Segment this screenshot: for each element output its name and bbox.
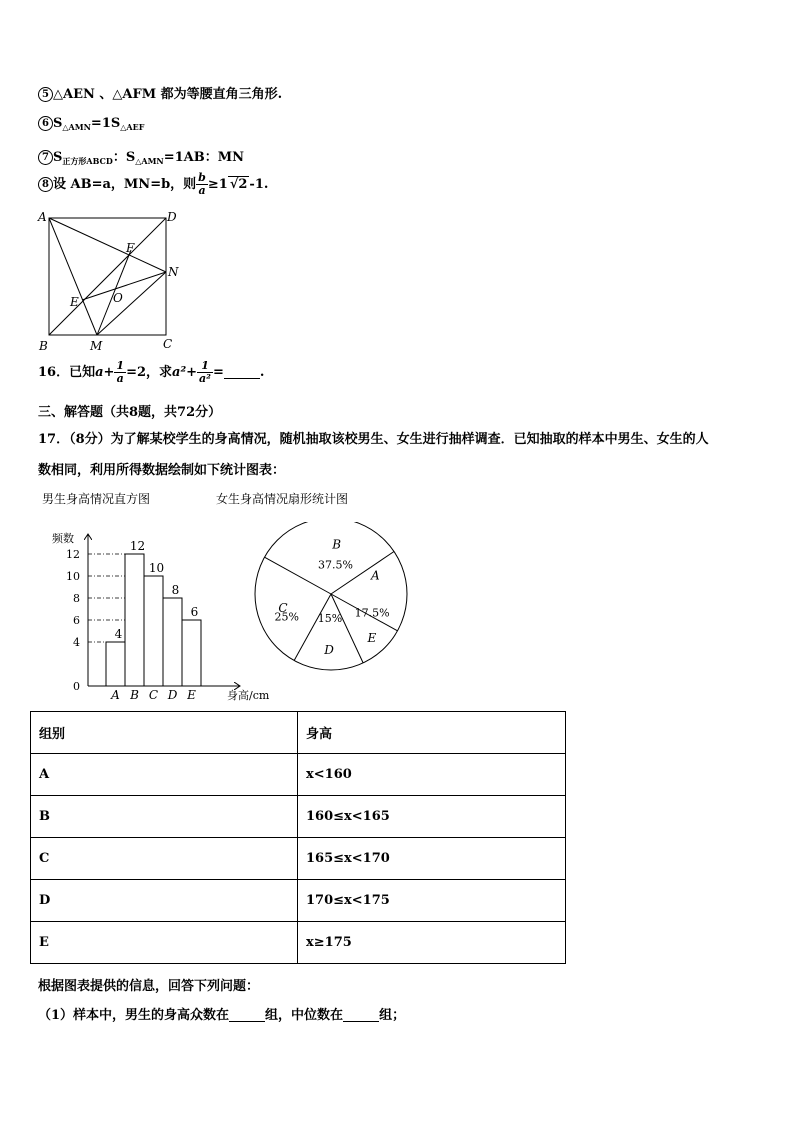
segment-an [49,218,166,272]
answer-blank-16 [224,366,260,379]
label-e: E [70,295,79,309]
slice-value-label: 25% [274,610,300,624]
square-geometry-figure [30,208,190,356]
y-tick-label: 12 [66,548,80,561]
prompt-text: 根据图表提供的信息，回答下列问题： [38,979,260,994]
question-16: 16．已知a+ $\frac{1}{a}$ =2，求a²+ $\frac{1}{\text{a²}}$ = . [38,359,265,385]
height-group-table [30,711,566,964]
slice-value-label: 37.5% [318,558,354,572]
table-cell: 165≤x<170 [298,838,566,880]
histogram-title: 男生身高情况直方图 [42,492,151,506]
y-tick-label: 4 [73,636,80,649]
y-axis-label: 频数 [52,532,74,545]
female-height-pie-chart [248,522,418,686]
question-17-line-1: 17．（8分）为了解某校学生的身高情况，随机抽取该校男生、女生进行抽样调查．已知抽取的样本中男生、女生的人 [38,432,709,447]
segment-en [82,272,166,300]
slice-label-A: A [371,568,380,583]
bar-value-label: 4 [114,627,123,641]
bar-value-label: 6 [190,605,199,619]
bar-B [125,554,144,686]
question-17-part-1: （1）样本中，男生的身高众数在 组，中位数在 组； [38,1008,406,1023]
statement-5-text: △AEN 、△AFM 都为等腰直角三角形. [53,87,283,102]
bar-E [182,620,201,686]
x-tick-label: D [167,688,178,702]
statement-7: 7 $S_{正方形ABCD}$：$S_{\triangle AMN}=1AB$：MN [38,146,244,167]
item-number-7: 7 [38,150,53,165]
table-cell: x<160 [298,754,566,796]
bar-value-label: 12 [129,539,146,553]
x-tick-label: C [148,688,159,702]
label-f: F [126,241,135,255]
statement-6: 6 $S_{\triangle AMN}=1S_{\triangle AEF}$ [38,116,144,132]
table-cell: D [31,880,298,922]
table-cell: B [31,796,298,838]
slice-label-E: E [367,630,377,645]
label-b: B [39,339,48,353]
table-row [31,922,566,964]
label-c: C [163,337,173,351]
label-a: A [38,210,47,224]
section-heading: 三、解答题（共8题，共72分） [38,405,222,420]
label-d: D [167,210,177,224]
bar-D [163,598,182,686]
item-number-5: 5 [38,87,53,102]
question-17-line-2: 数相同，利用所得数据绘制如下统计图表： [38,463,286,478]
statement-5 [38,83,282,102]
x-axis-label: 身高/cm [227,689,270,702]
x-tick-label: A [111,688,120,702]
answer-blank-mode [229,1009,265,1022]
table-row [31,796,566,838]
table-header: 身高 [298,712,566,754]
item-number-6: 6 [38,116,53,131]
label-m: M [90,339,103,353]
table-header-row [31,712,566,754]
item-number-8: 8 [38,177,53,192]
label-n: N [168,265,179,279]
table-cell: E [31,922,298,964]
bar-C [144,576,163,686]
table-header: 组别 [31,712,298,754]
table-cell: 160≤x<165 [298,796,566,838]
slice-label-B: B [332,537,342,552]
label-o: O [113,291,123,305]
y-tick-label: 8 [73,592,80,605]
x-tick-label: E [187,688,196,702]
bar-value-label: 10 [148,561,165,575]
x-tick-label: B [130,688,139,702]
statement-8: 8 设 AB=a，MN=b，则 $\frac{b}{a}$ ≥1 √2 -1. [38,172,268,197]
pie-chart-title: 女生身高情况扇形统计图 [216,492,349,506]
table-row [31,754,566,796]
table-cell: C [31,838,298,880]
answer-blank-median [343,1009,379,1022]
bar-A [106,642,125,686]
table-cell: A [31,754,298,796]
segment-am [49,218,97,335]
slice-label-C: C [278,600,288,615]
slice-value-label: 15% [317,611,343,625]
table-row [31,880,566,922]
table-row [31,838,566,880]
slice-value-label: 17.5% [354,606,390,620]
y-tick-label: 6 [73,614,80,627]
sqrt-2: √2 [229,177,248,192]
y-tick-label: 10 [66,570,80,583]
fraction-b-over-a: $\frac{b}{a}$ [198,171,206,197]
table-cell: x≥175 [298,922,566,964]
bar-value-label: 8 [171,583,180,597]
diagonal-bd [49,218,166,335]
y-tick-label: 0 [73,680,80,693]
slice-label-D: D [324,642,334,657]
segment-mn [97,272,166,335]
table-cell: 170≤x<175 [298,880,566,922]
